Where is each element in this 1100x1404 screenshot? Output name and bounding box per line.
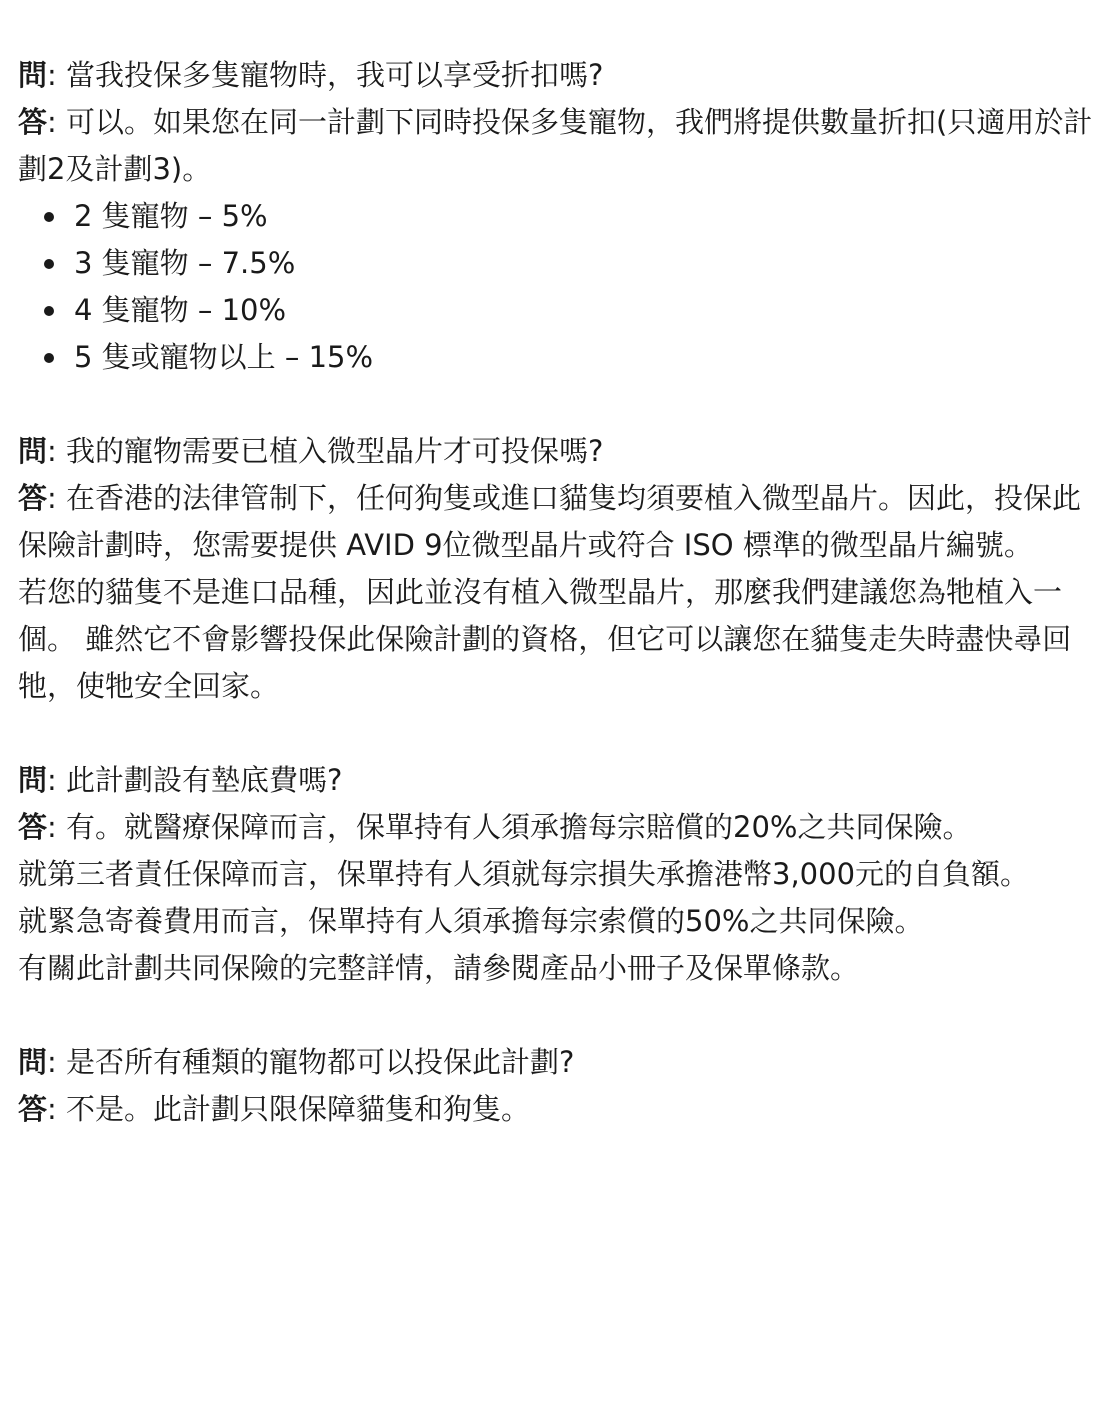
answer-marker: 答 [18, 105, 48, 139]
question [18, 757, 1098, 804]
answer-paragraph: 就緊急寄養費用而言，保單持有人須承擔每宗索償的50%之共同保險。 [18, 904, 924, 938]
question [18, 52, 1098, 99]
list-item: 3 隻寵物 – 7.5% [44, 240, 1098, 287]
separator: : [47, 810, 57, 844]
answer-paragraph: 就第三者責任保障而言，保單持有人須就每宗損失承擔港幣3,000元的自負額。 [18, 857, 1030, 891]
separator: : [47, 58, 57, 92]
discount-list [18, 193, 1098, 381]
list-item: 5 隻或寵物以上 – 15% [44, 334, 1098, 381]
question-text: 當我投保多隻寵物時，我可以享受折扣嗎? [66, 58, 604, 92]
answer-marker: 答 [18, 1092, 48, 1126]
answer-marker: 答 [18, 810, 48, 844]
question-marker: 問 [18, 1045, 48, 1079]
answer-text: 有。就醫療保障而言，保單持有人須承擔每宗賠償的20%之共同保險。 [66, 810, 972, 844]
question-marker: 問 [18, 434, 48, 468]
faq-item [18, 1039, 1098, 1133]
question-text: 此計劃設有墊底費嗎? [66, 763, 343, 797]
list-item: 2 隻寵物 – 5% [44, 193, 1098, 240]
separator: : [47, 434, 57, 468]
faq-section [18, 52, 1098, 1180]
question-marker: 問 [18, 58, 48, 92]
separator: : [47, 1092, 57, 1126]
answer-text: 可以。如果您在同一計劃下同時投保多隻寵物，我們將提供數量折扣(只適用於計劃2及計劃3)。 [18, 105, 1093, 186]
question-text: 是否所有種類的寵物都可以投保此計劃? [66, 1045, 575, 1079]
answer-text: 在香港的法律管制下，任何狗隻或進口貓隻均須要植入微型晶片。因此，投保此保險計劃時，您需要提供 AVID 9位微型晶片或符合 ISO 標準的微型晶片編號。 [18, 481, 1082, 562]
question [18, 1039, 1098, 1086]
answer [18, 475, 1098, 569]
question-text: 我的寵物需要已植入微型晶片才可投保嗎? [66, 434, 604, 468]
answer-text: 不是。此計劃只限保障貓隻和狗隻。 [66, 1092, 531, 1126]
faq-item [18, 757, 1098, 992]
question-marker: 問 [18, 763, 48, 797]
separator: : [47, 763, 57, 797]
answer [18, 1086, 1098, 1133]
question [18, 428, 1098, 475]
faq-item [18, 52, 1098, 381]
separator: : [47, 481, 57, 515]
list-item: 4 隻寵物 – 10% [44, 287, 1098, 334]
answer [18, 804, 1098, 851]
answer-paragraph: 若您的貓隻不是進口品種，因此並沒有植入微型晶片，那麼我們建議您為牠植入一個。 雖然它不會影響投保此保險計劃的資格，但它可以讓您在貓隻走失時盡快尋回牠，使牠安全回家。 [18, 575, 1072, 703]
faq-item [18, 428, 1098, 710]
answer [18, 99, 1098, 193]
separator: : [47, 105, 57, 139]
answer-marker: 答 [18, 481, 48, 515]
separator: : [47, 1045, 57, 1079]
answer-paragraph: 有關此計劃共同保險的完整詳情，請參閱產品小冊子及保單條款。 [18, 951, 860, 985]
